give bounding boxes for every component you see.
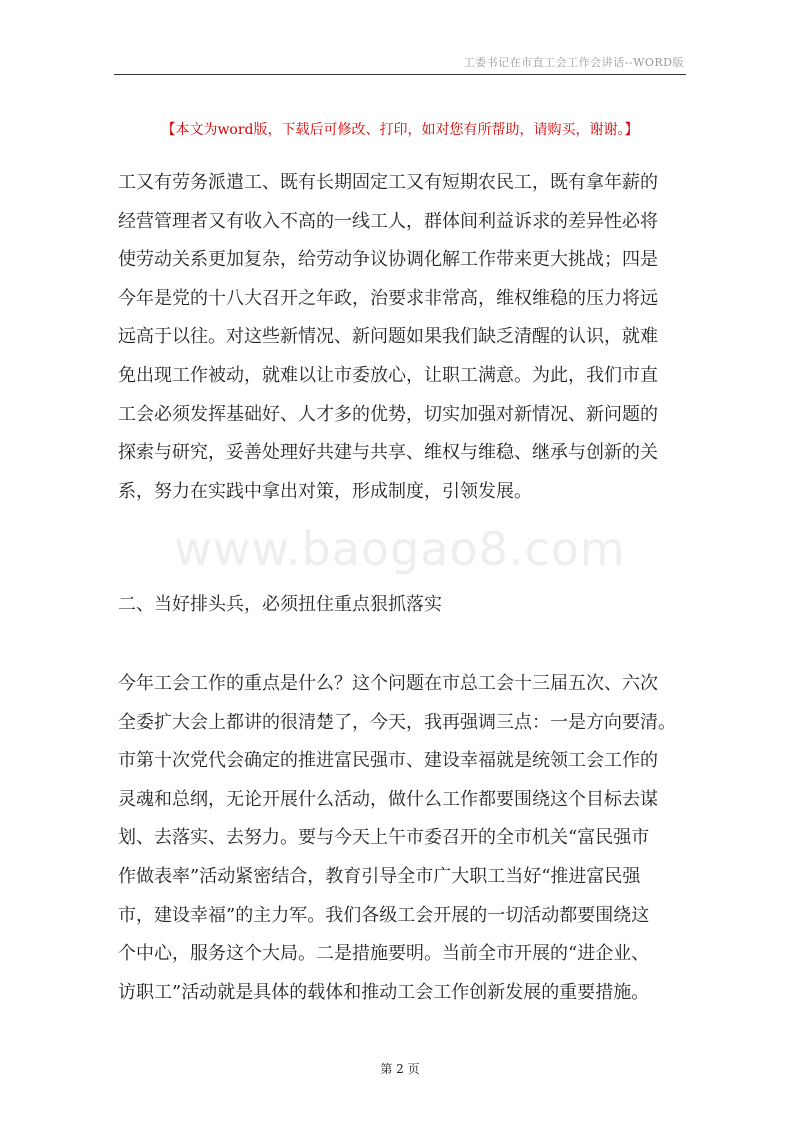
watermark: www.baogao8.com — [174, 522, 626, 576]
text-line: 今年是党的十八大召开之年政，治要求非常高，维权维稳的压力将远 — [118, 287, 658, 309]
text-line: 今年工会工作的重点是什么？这个问题在市总工会十三届五次、六次 — [118, 673, 658, 694]
text-line: 市第十次党代会确定的推进富民强市、建设幸福就是统领工会工作的 — [118, 750, 658, 772]
text-line: 免出现工作被动，就难以让市委放心，让职工满意。为此，我们市直 — [118, 364, 658, 386]
text-line: 访职工”活动就是具体的载体和推动工会工作创新发展的重要措施。 — [118, 981, 650, 1003]
text-line: 经营管理者又有收入不高的一线工人，群体间利益诉求的差异性必将 — [118, 210, 658, 232]
text-line: 市，建设幸福”的主力军。我们各级工会开展的一切活动都要围绕这 — [118, 904, 650, 926]
text-line: 系，努力在实践中拿出对策，形成制度，引领发展。 — [118, 480, 532, 502]
text-line: 工又有劳务派遣工、既有长期固定工又有短期农民工，既有拿年薪的 — [118, 172, 658, 193]
text-line: 使劳动关系更加复杂，给劳动争议协调化解工作带来更大挑战；四是 — [118, 249, 658, 271]
text-line: 全委扩大会上都讲的很清楚了，今天，我再强调三点：一是方向要清。 — [118, 711, 676, 733]
body-paragraph-2 — [118, 665, 690, 1012]
page-number: 第 2 页 — [380, 1062, 420, 1076]
text-line: 灵魂和总纲，无论开展什么活动，做什么工作都要围绕这个目标去谋 — [118, 788, 658, 810]
text-line: 作做表率”活动紧密结合，教育引导全市广大职工当好“推进富民强 — [118, 865, 641, 887]
text-line: 工会必须发挥基础好、人才多的优势，切实加强对新情况、新问题的 — [118, 403, 658, 425]
text-line: 划、去落实、去努力。要与今天上午市委召开的全市机关“富民强市 — [118, 827, 650, 849]
download-notice: 【本文为word版，下载后可修改、打印，如对您有所帮助，请购买，谢谢。】 — [161, 122, 639, 138]
section-heading: 二、当好排头兵，必须扭住重点狠抓落实 — [118, 594, 442, 615]
text-line: 远高于以往。对这些新情况、新问题如果我们缺乏清醒的认识，就难 — [118, 326, 658, 348]
body-paragraph-1 — [118, 164, 690, 511]
header-rule — [114, 74, 686, 75]
text-line: 个中心，服务这个大局。二是措施要明。当前全市开展的“进企业、 — [118, 943, 650, 965]
page-header: 工委书记在市直工会工作会讲话--WORD版 — [463, 56, 684, 69]
text-line: 探索与研究，妥善处理好共建与共享、维权与维稳、继承与创新的关 — [118, 442, 658, 464]
